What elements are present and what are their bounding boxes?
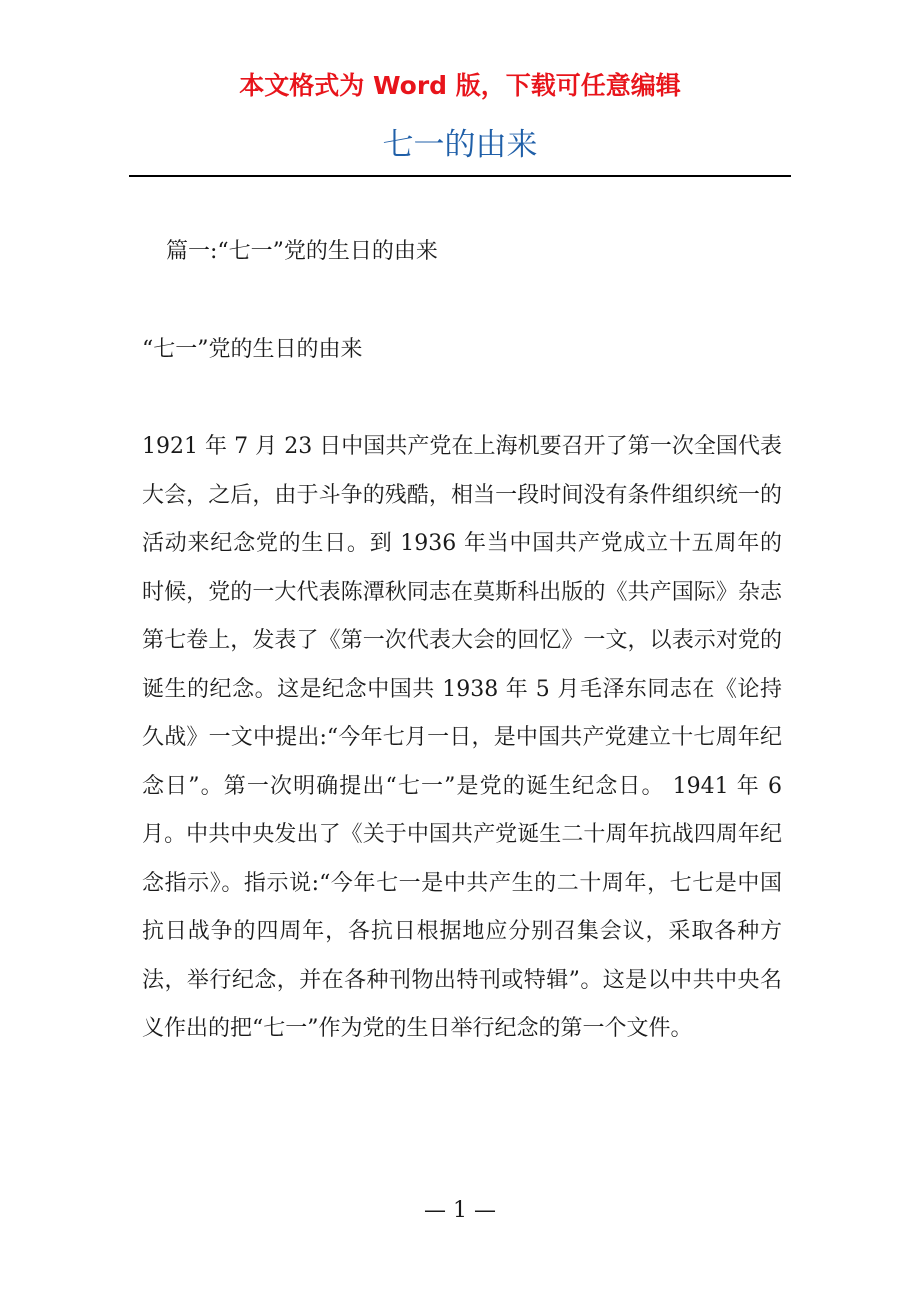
document-title: 七一的由来	[382, 127, 538, 163]
title-divider	[129, 175, 791, 177]
format-notice: 本文格式为 Word 版，下载可任意编辑	[239, 71, 681, 100]
sub-heading: “七一”党的生日的由来	[142, 337, 363, 362]
page-number: — 1 —	[424, 1198, 496, 1223]
body-paragraph: 1921 年 7 月 23 日中国共产党在上海机要召开了第一次全国代表大会，之后，由于斗争的残酷，相当一段时间没有条件组织统一的活动来纪念党的生日。到 1936 年当中国共产党成立十五周年的时候，党的一大代表陈潭秋同志在莫斯科出版的《共产国际》杂志第七卷上，发表了《第一次代表大会的回忆》一文，以表示对党的诞生的纪念。这是纪念中国共 1938 年 5 月毛泽东同志在《论持久战》一文中提出:“今年七月一日，是中国共产党建立十七周年纪念日”。第一次明确提出“七一”是党的诞生纪念日。 1941 年 6 月。中共中央发出了《关于中国共产党诞生二十周年抗战四周年纪念指示》。指示说:“今年七一是中共产生的二十周年，七七是中国抗日战争的四周年，各抗日根据地应分别召集会议，采取各种方法，举行纪念，并在各种刊物出特刊或特辑”。这是以中共中央名义作出的把“七一”作为党的生日举行纪念的第一个文件。	[142, 434, 782, 1041]
section-heading: 篇一:“七一”党的生日的由来	[166, 239, 438, 264]
